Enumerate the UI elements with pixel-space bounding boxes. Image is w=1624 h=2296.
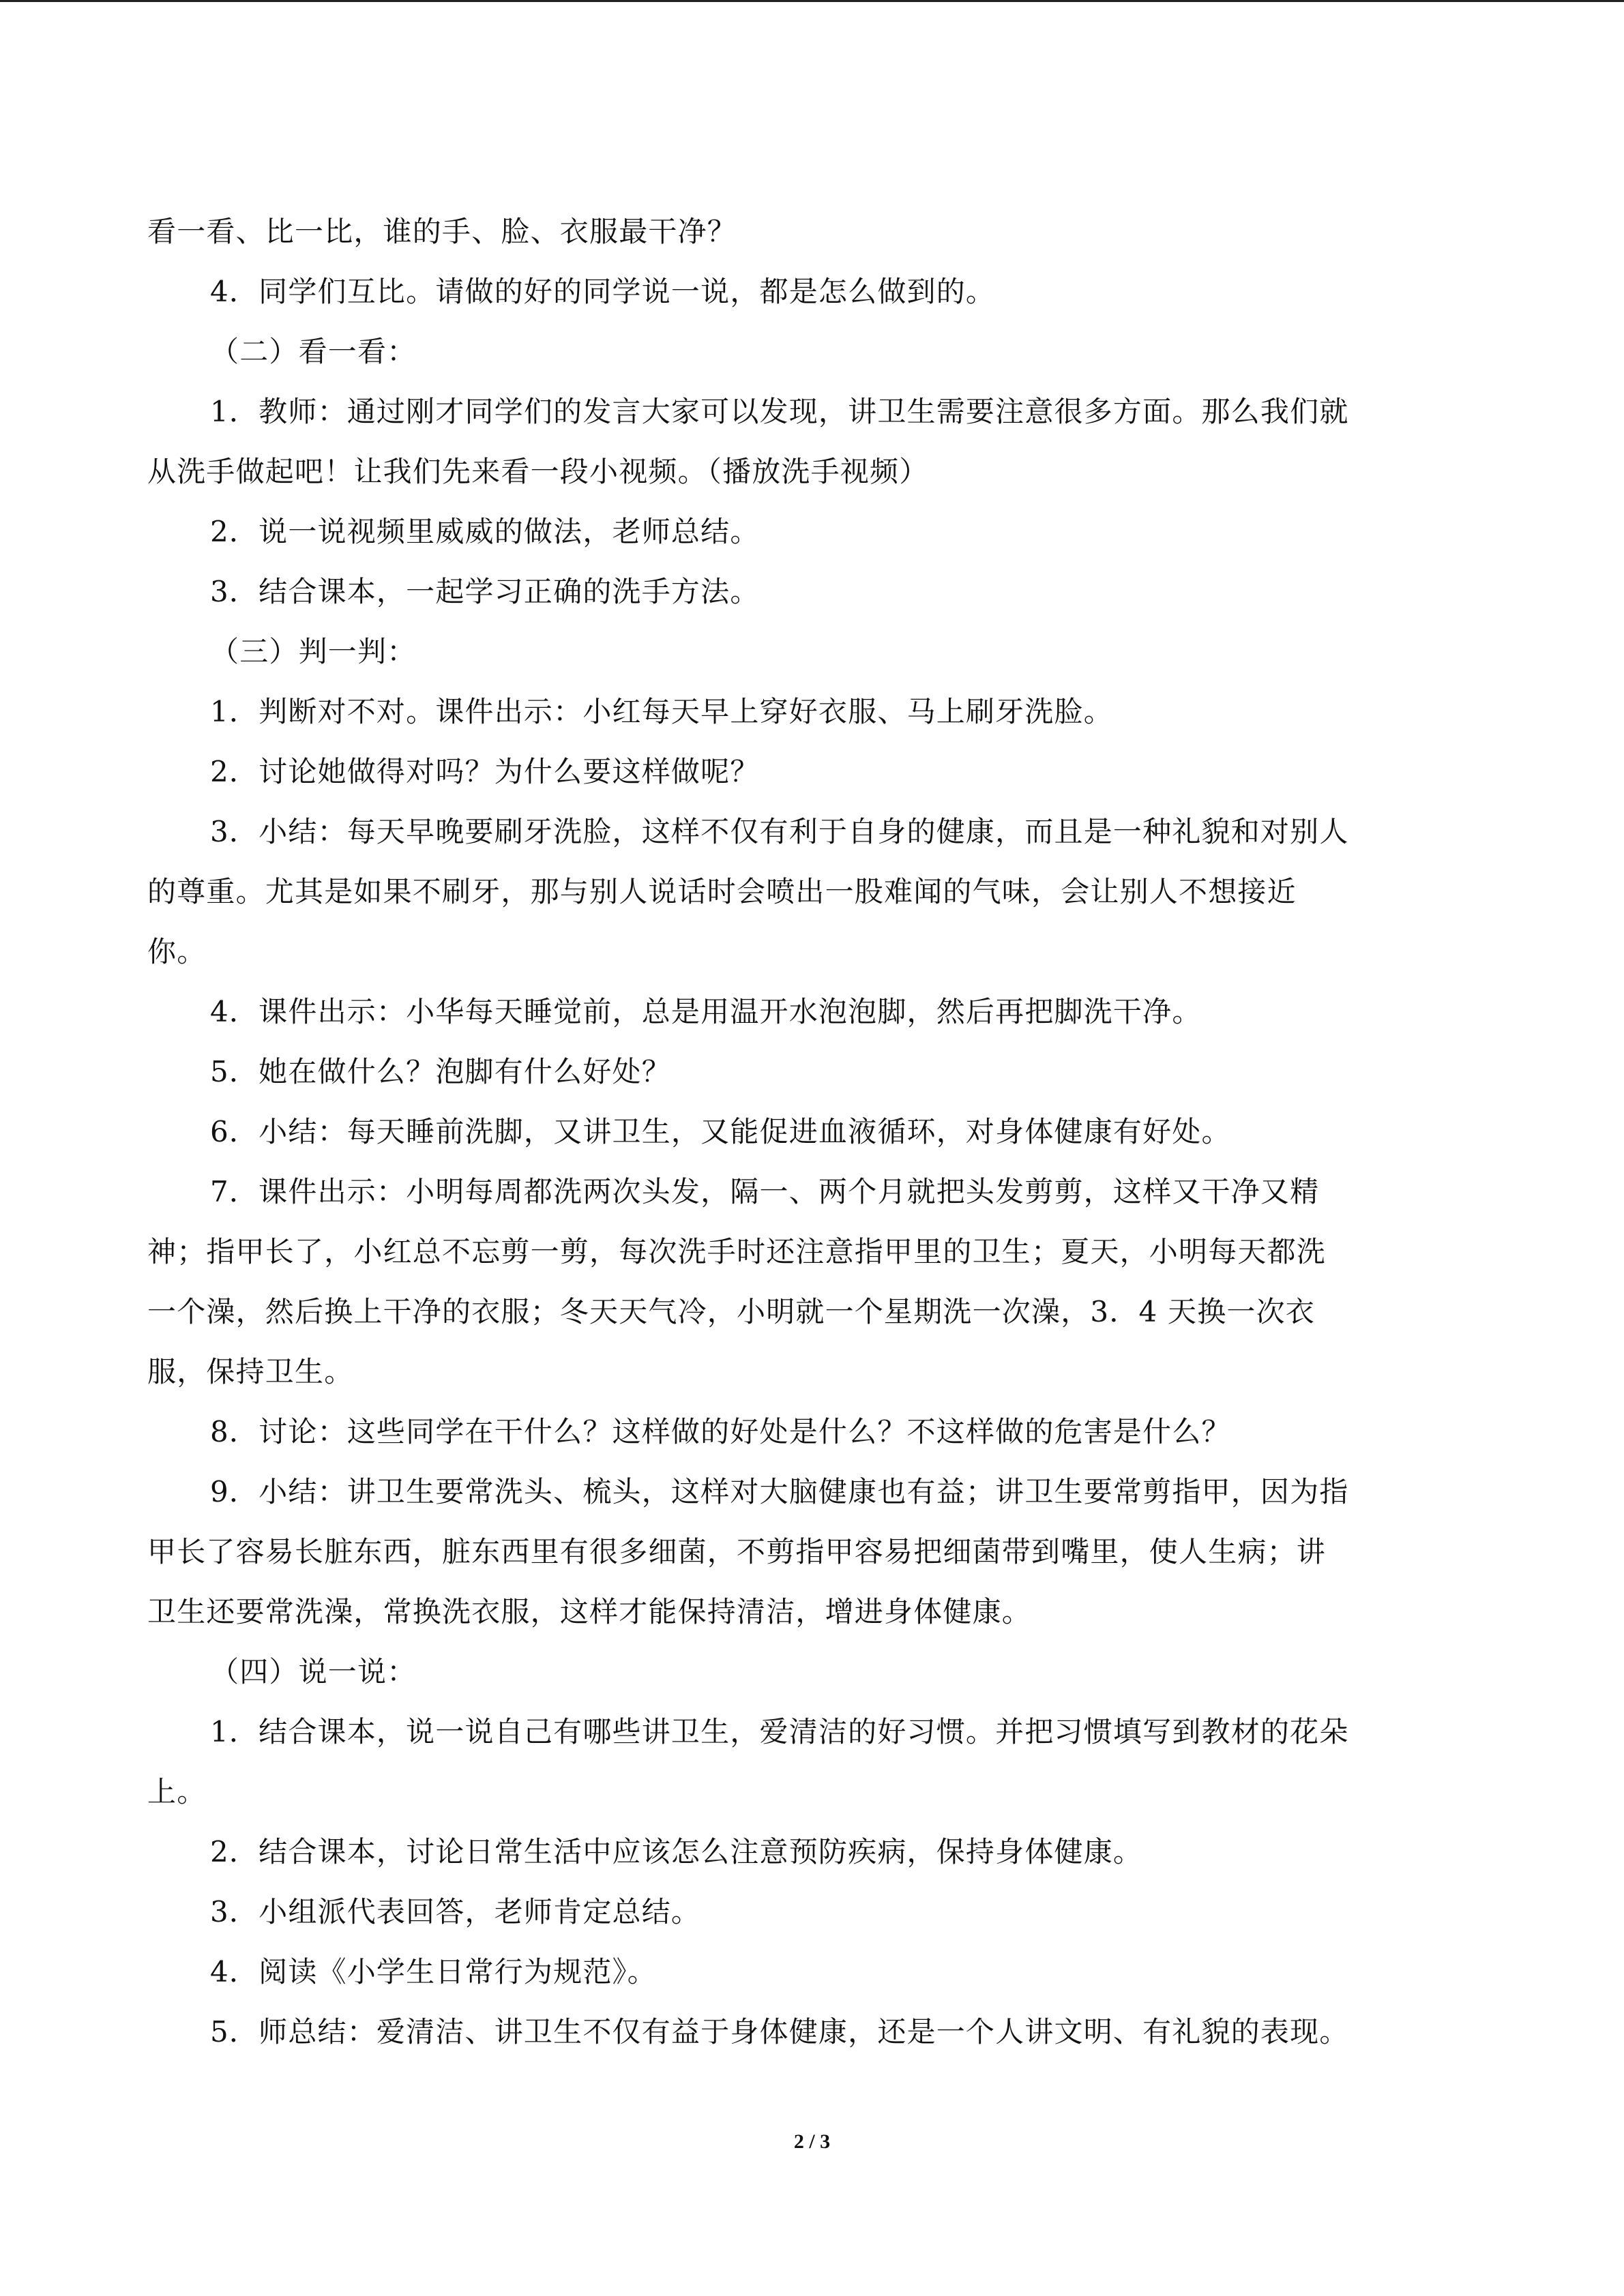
section-heading-3: （三）判一判： bbox=[210, 635, 417, 668]
paragraph-line: 3．小结：每天早晚要刷牙洗脸，这样不仅有利于自身的健康，而且是一种礼貌和对别人 bbox=[210, 815, 1349, 848]
paragraph-line: 5．师总结：爱清洁、讲卫生不仅有益于身体健康，还是一个人讲文明、有礼貌的表现。 bbox=[210, 2015, 1349, 2048]
paragraph-line: 的尊重。尤其是如果不刷牙，那与别人说话时会喷出一股难闻的气味，会让别人不想接近 bbox=[147, 875, 1297, 908]
paragraph-line: 4．同学们互比。请做的好的同学说一说，都是怎么做到的。 bbox=[210, 275, 996, 308]
paragraph-line: 3．小组派代表回答，老师肯定总结。 bbox=[210, 1895, 701, 1928]
section-heading-4: （四）说一说： bbox=[210, 1655, 417, 1688]
paragraph-line: 4．阅读《小学生日常行为规范》。 bbox=[210, 1955, 657, 1988]
paragraph-line: 服，保持卫生。 bbox=[147, 1355, 354, 1388]
paragraph-line: 1．教师：通过刚才同学们的发言大家可以发现，讲卫生需要注意很多方面。那么我们就 bbox=[210, 395, 1349, 428]
paragraph-line: 1．结合课本，说一说自己有哪些讲卫生，爱清洁的好习惯。并把习惯填写到教材的花朵 bbox=[210, 1715, 1349, 1748]
document-body bbox=[147, 202, 1477, 2062]
paragraph-line: 1．判断对不对。课件出示：小红每天早上穿好衣服、马上刷牙洗脸。 bbox=[210, 695, 1113, 728]
paragraph-line: 从洗手做起吧！让我们先来看一段小视频。（播放洗手视频） bbox=[147, 455, 929, 488]
paragraph-line: 看一看、比一比，谁的手、脸、衣服最干净？ bbox=[147, 215, 737, 248]
paragraph-line: 2．结合课本，讨论日常生活中应该怎么注意预防疾病，保持身体健康。 bbox=[210, 1835, 1143, 1868]
paragraph-line: 5．她在做什么？泡脚有什么好处？ bbox=[210, 1055, 671, 1088]
paragraph-line: 8．讨论：这些同学在干什么？这样做的好处是什么？不这样做的危害是什么？ bbox=[210, 1415, 1231, 1448]
page-number: 2 / 3 bbox=[793, 2130, 831, 2153]
paragraph-line: 2．说一说视频里威威的做法，老师总结。 bbox=[210, 515, 760, 548]
paragraph-line: 9．小结：讲卫生要常洗头、梳头，这样对大脑健康也有益；讲卫生要常剪指甲，因为指 bbox=[210, 1475, 1349, 1508]
paragraph-line: 上。 bbox=[147, 1775, 207, 1808]
paragraph-line: 4．课件出示：小华每天睡觉前，总是用温开水泡泡脚，然后再把脚洗干净。 bbox=[210, 995, 1202, 1028]
top-rule bbox=[0, 0, 1624, 2]
section-heading-2: （二）看一看： bbox=[210, 335, 417, 368]
paragraph-line: 神；指甲长了，小红总不忘剪一剪，每次洗手时还注意指甲里的卫生；夏天，小明每天都洗 bbox=[147, 1235, 1327, 1268]
paragraph-line: 2．讨论她做得对吗？为什么要这样做呢？ bbox=[210, 755, 760, 788]
paragraph-line: 7．课件出示：小明每周都洗两次头发，隔一、两个月就把头发剪剪，这样又干净又精 bbox=[210, 1175, 1320, 1208]
paragraph-line: 甲长了容易长脏东西，脏东西里有很多细菌，不剪指甲容易把细菌带到嘴里，使人生病；讲 bbox=[147, 1535, 1327, 1568]
paragraph-line: 6．小结：每天睡前洗脚，又讲卫生，又能促进血液循环，对身体健康有好处。 bbox=[210, 1115, 1231, 1148]
paragraph-line: 你。 bbox=[147, 935, 207, 968]
paragraph-line: 3．结合课本，一起学习正确的洗手方法。 bbox=[210, 575, 760, 608]
paragraph-line: 卫生还要常洗澡，常换洗衣服，这样才能保持清洁，增进身体健康。 bbox=[147, 1595, 1032, 1628]
paragraph-line: 一个澡，然后换上干净的衣服；冬天天气冷，小明就一个星期洗一次澡，3．4 天换一次衣 bbox=[147, 1295, 1315, 1328]
